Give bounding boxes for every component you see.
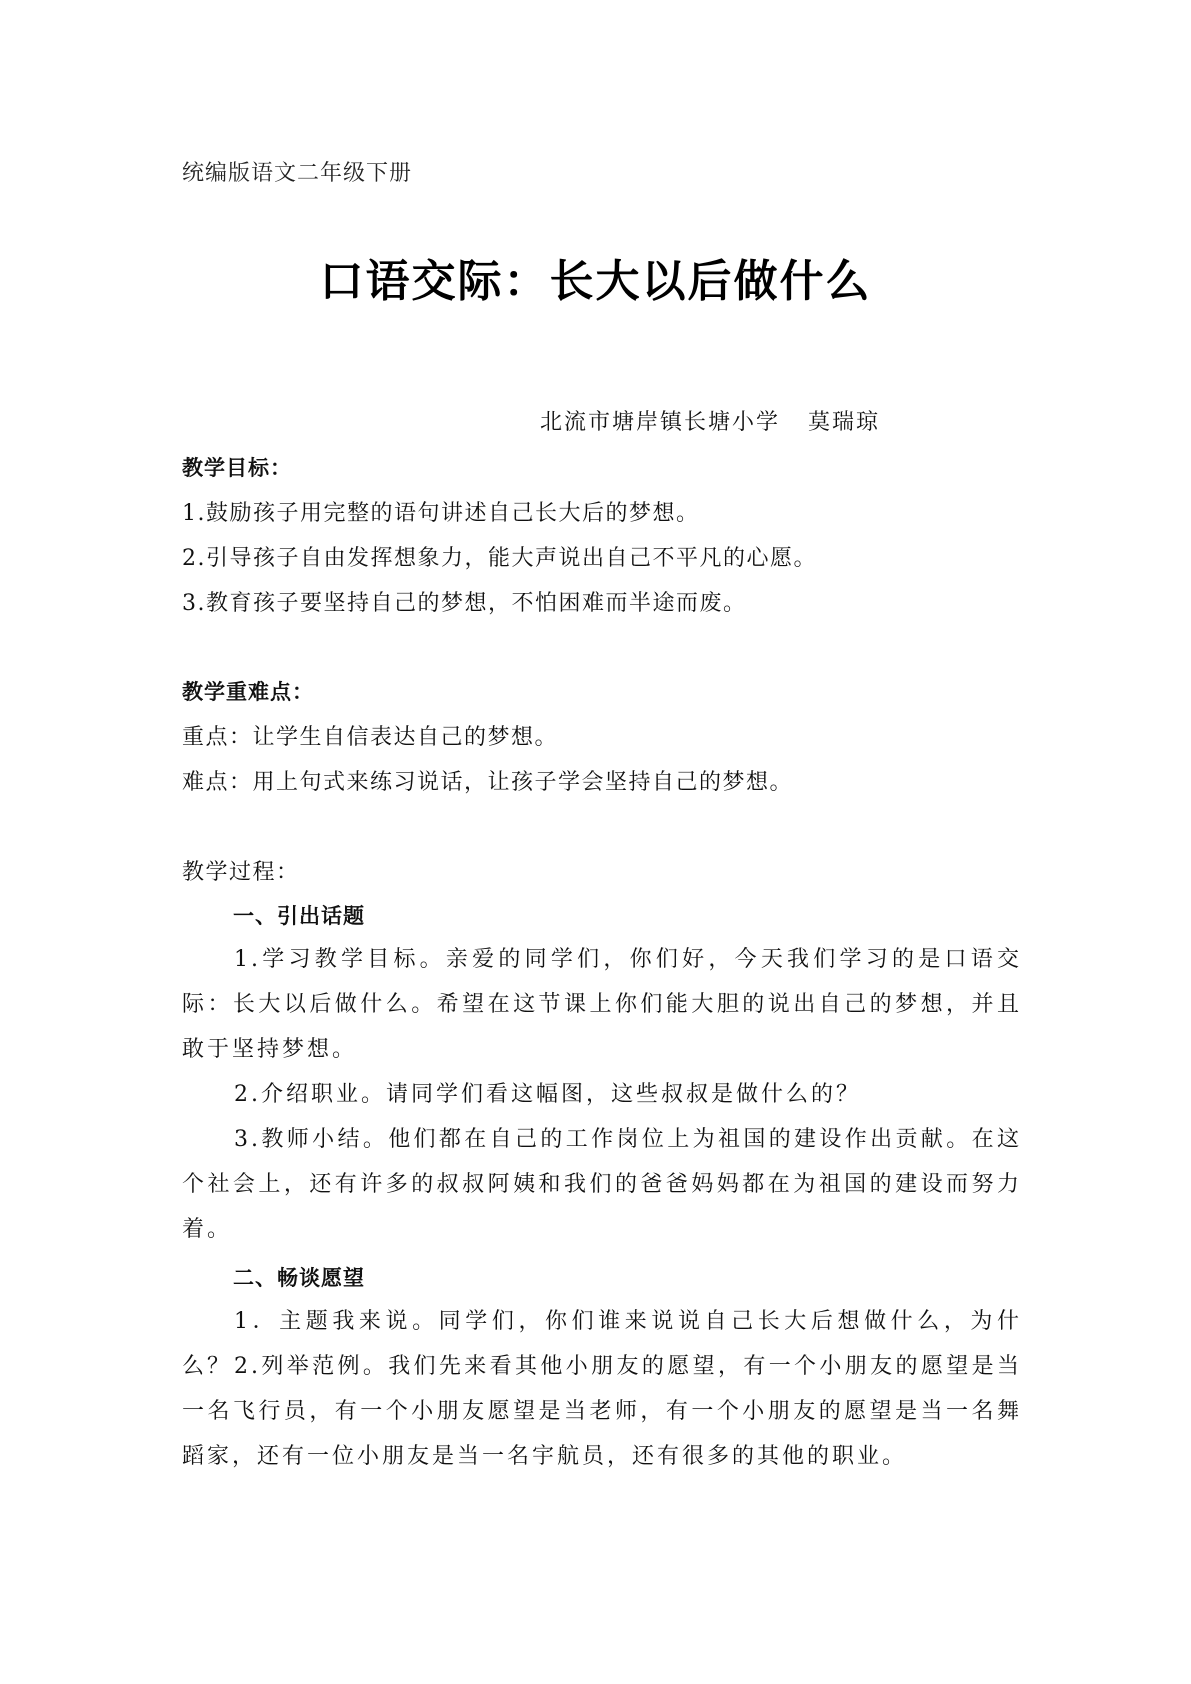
key-points-heading: 教学重难点： — [182, 680, 314, 704]
document-title: 口语交际：长大以后做什么 — [319, 256, 872, 307]
objectives-heading: 教学目标： — [182, 456, 292, 480]
section2-title: 二、畅谈愿望 — [233, 1266, 365, 1290]
key-point-focus: 重点：让学生自信表达自己的梦想。 — [182, 725, 559, 750]
objective-item-1: 1.鼓励孩子用完整的语句讲述自己长大后的梦想。 — [182, 501, 700, 526]
section2-paragraph-1: 1．主题我来说。同学们，你们谁来说说自己长大后想做什么，为什么？ — [182, 1309, 1022, 1379]
section2-paragraph-2: 2.列举范例。我们先来看其他小朋友的愿望，有一个小朋友的愿望是当一名飞行员，有一个小朋友愿望是当老师，有一个小朋友的愿望是当一名舞蹈家，还有一位小朋友是当一名宇航员，还有很多的其他的职业。 — [182, 1354, 1022, 1469]
key-point-difficulty: 难点：用上句式来练习说话，让孩子学会坚持自己的梦想。 — [182, 770, 794, 795]
section1-paragraph-3: 3.教师小结。他们都在自己的工作岗位上为祖国的建设作出贡献。在这个社会上，还有许多的叔叔阿姨和我们的爸爸妈妈都在为祖国的建设而努力着。 — [182, 1127, 1022, 1242]
series-label: 统编版语文二年级下册 — [182, 161, 413, 186]
process-heading: 教学过程： — [182, 860, 300, 885]
objective-item-2: 2.引导孩子自由发挥想象力，能大声说出自己不平凡的心愿。 — [182, 546, 817, 571]
author-name: 莫瑞琼 — [808, 410, 881, 435]
section1-paragraph-1: 1.学习教学目标。亲爱的同学们，你们好，今天我们学习的是口语交际：长大以后做什么。希望在这节课上你们能大胆的说出自己的梦想，并且敢于坚持梦想。 — [182, 947, 1022, 1062]
author-line — [540, 405, 880, 436]
author-school: 北流市塘岸镇长塘小学 — [540, 410, 781, 435]
section1-title: 一、引出话题 — [233, 904, 365, 928]
section1-paragraph-2: 2.介绍职业。请同学们看这幅图，这些叔叔是做什么的？ — [234, 1082, 861, 1107]
objective-item-3: 3.教育孩子要坚持自己的梦想，不怕困难而半途而废。 — [182, 591, 747, 616]
